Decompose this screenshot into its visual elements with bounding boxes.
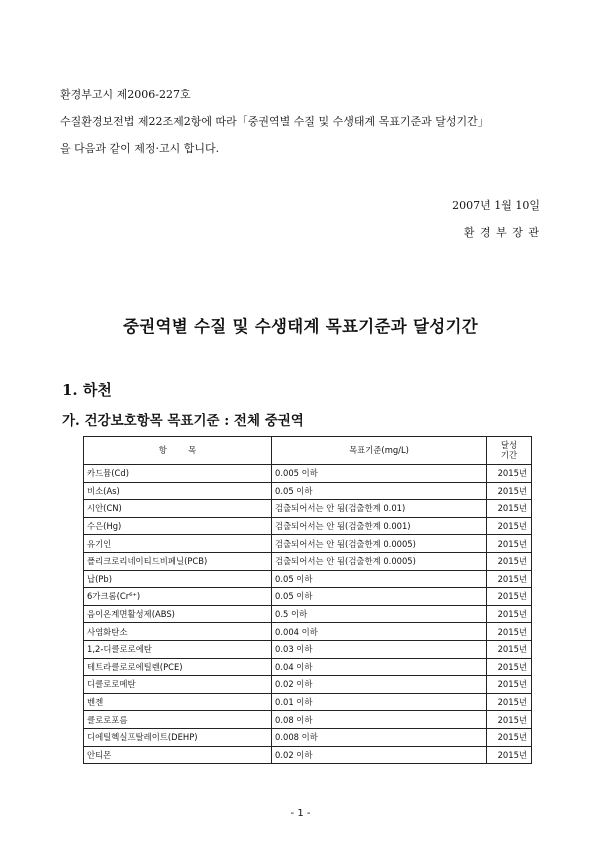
cell-period: 2015년	[487, 711, 532, 729]
cell-item: 비소(As)	[84, 482, 272, 500]
cell-item: 디에틸헥실프탈레이트(DEHP)	[84, 728, 272, 746]
section-heading-river: 1. 하천	[62, 381, 112, 399]
cell-standard: 0.05 이하	[272, 570, 487, 588]
table-row	[84, 693, 532, 711]
table-row	[84, 588, 532, 606]
header-period	[487, 437, 532, 465]
cell-period: 2015년	[487, 588, 532, 606]
cell-item: 시안(CN)	[84, 500, 272, 518]
standards-table	[83, 436, 532, 764]
table-row	[84, 676, 532, 694]
cell-item: 디클로로메탄	[84, 676, 272, 694]
cell-standard: 검출되어서는 안 됨(검출한계 0.0005)	[272, 552, 487, 570]
cell-standard: 0.02 이하	[272, 746, 487, 764]
cell-standard: 0.08 이하	[272, 711, 487, 729]
cell-period: 2015년	[487, 552, 532, 570]
table-header-row	[84, 437, 532, 465]
cell-item: 안티몬	[84, 746, 272, 764]
cell-item: 카드뮴(Cd)	[84, 465, 272, 483]
table-row	[84, 728, 532, 746]
cell-period: 2015년	[487, 728, 532, 746]
cell-standard: 0.03 이하	[272, 640, 487, 658]
cell-item: 수은(Hg)	[84, 517, 272, 535]
table-row	[84, 711, 532, 729]
notice-number: 환경부고시 제2006-227호	[60, 88, 191, 101]
cell-standard: 검출되어서는 안 됨(검출한계 0.01)	[272, 500, 487, 518]
header-period-line1: 달성	[500, 440, 518, 451]
table-row	[84, 623, 532, 641]
cell-standard: 0.02 이하	[272, 676, 487, 694]
cell-item: 벤젠	[84, 693, 272, 711]
notice-date: 2007년 1월 10일	[452, 199, 540, 212]
table-row	[84, 746, 532, 764]
document-title: 중권역별 수질 및 수생태계 목표기준과 달성기간	[122, 317, 478, 336]
cell-item: 클로로포름	[84, 711, 272, 729]
cell-standard: 검출되어서는 안 됨(검출한계 0.0005)	[272, 535, 487, 553]
cell-item: 폴리크로리네이티드비페닐(PCB)	[84, 552, 272, 570]
header-item: 항 목	[84, 437, 272, 465]
notice-issuer: 환 경 부 장 관	[463, 226, 540, 239]
cell-item: 테트라클로로에틸렌(PCE)	[84, 658, 272, 676]
header-period-line2: 기간	[500, 449, 518, 460]
cell-standard: 검출되어서는 안 됨(검출한계 0.001)	[272, 517, 487, 535]
table-row	[84, 535, 532, 553]
cell-item: 6가크롬(Cr⁶⁺)	[84, 588, 272, 606]
cell-standard: 0.5 이하	[272, 605, 487, 623]
cell-period: 2015년	[487, 658, 532, 676]
table-row	[84, 605, 532, 623]
cell-standard: 0.01 이하	[272, 693, 487, 711]
table-row	[84, 658, 532, 676]
table-row	[84, 570, 532, 588]
cell-standard: 0.005 이하	[272, 465, 487, 483]
table-row	[84, 552, 532, 570]
cell-item: 유기인	[84, 535, 272, 553]
cell-item: 1,2-디클로로에탄	[84, 640, 272, 658]
cell-period: 2015년	[487, 465, 532, 483]
cell-period: 2015년	[487, 640, 532, 658]
cell-standard: 0.05 이하	[272, 588, 487, 606]
cell-item: 납(Pb)	[84, 570, 272, 588]
table-row	[84, 640, 532, 658]
cell-standard: 0.04 이하	[272, 658, 487, 676]
table-row	[84, 465, 532, 483]
cell-item: 음이온계면활성제(ABS)	[84, 605, 272, 623]
table-row	[84, 517, 532, 535]
page-number: - 1 -	[290, 808, 311, 819]
notice-body-line2: 을 다음과 같이 제정·고시 합니다.	[60, 142, 220, 155]
header-standard: 목표기준(mg/L)	[272, 437, 487, 465]
cell-standard: 0.004 이하	[272, 623, 487, 641]
table-row	[84, 482, 532, 500]
cell-standard: 0.008 이하	[272, 728, 487, 746]
cell-period: 2015년	[487, 676, 532, 694]
cell-period: 2015년	[487, 517, 532, 535]
cell-period: 2015년	[487, 570, 532, 588]
notice-body-line1: 수질환경보전법 제22조제2항에 따라「중권역별 수질 및 수생태계 목표기준과 달성기간」	[60, 115, 489, 128]
cell-standard: 0.05 이하	[272, 482, 487, 500]
cell-period: 2015년	[487, 535, 532, 553]
table-row	[84, 500, 532, 518]
cell-item: 사염화탄소	[84, 623, 272, 641]
cell-period: 2015년	[487, 693, 532, 711]
cell-period: 2015년	[487, 605, 532, 623]
subsection-heading-health: 가. 건강보호항목 목표기준 : 전체 중권역	[62, 413, 304, 429]
cell-period: 2015년	[487, 482, 532, 500]
cell-period: 2015년	[487, 746, 532, 764]
cell-period: 2015년	[487, 500, 532, 518]
cell-period: 2015년	[487, 623, 532, 641]
